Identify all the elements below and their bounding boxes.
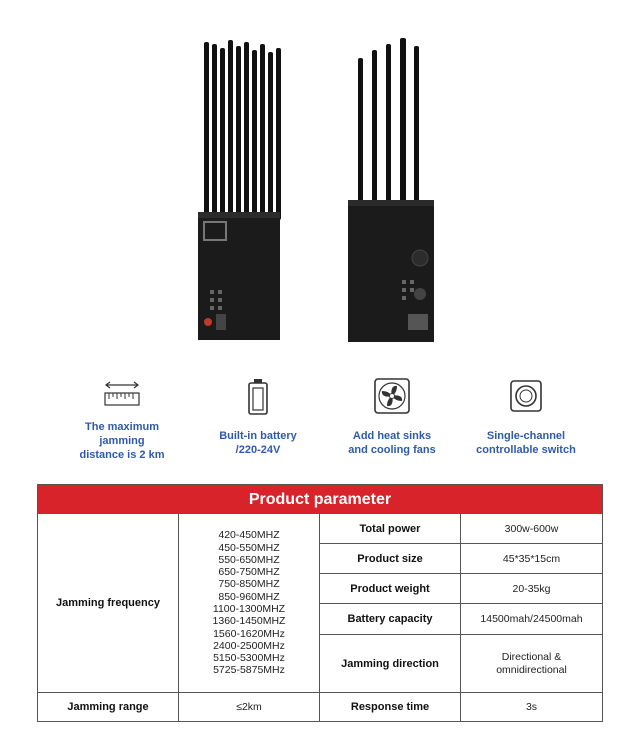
list-item: 450-550MHZ [218, 541, 280, 554]
list-item: 1360-1450MHZ [212, 615, 286, 628]
product-size-label: Product size [320, 544, 461, 574]
ruler-icon [103, 379, 141, 409]
jamming-direction-value [461, 635, 602, 693]
power-switch-icon [509, 379, 543, 413]
battery-capacity-label: Battery capacity [320, 604, 461, 635]
jamming-direction-line: omnidirectional [496, 663, 567, 676]
frequency-list [213, 529, 286, 677]
product-weight-value: 20-35kg [461, 574, 602, 604]
list-item: 2400-2500MHz [213, 639, 285, 652]
jamming-direction-line: Directional & [501, 650, 562, 663]
jamming-direction-label: Jamming direction [320, 635, 461, 693]
cooling-fan-icon [373, 377, 411, 415]
response-time-label: Response time [320, 693, 461, 721]
list-item: 1100-1300MHZ [212, 603, 286, 615]
jamming-frequency-label: Jamming frequency [38, 514, 179, 693]
response-time-value: 3s [525, 701, 538, 713]
list-item: 420-450MHZ [218, 529, 280, 542]
list-item: 750-850MHZ [218, 578, 280, 591]
jammer-side-photo [340, 32, 440, 342]
battery-icon [247, 378, 269, 416]
battery-capacity-value: 14500mah/24500mah [461, 604, 602, 635]
total-power-value: 300w-600w [461, 514, 602, 544]
product-weight-label: Product weight [320, 574, 461, 604]
jamming-frequency-values [179, 514, 320, 693]
feature-row [0, 372, 633, 472]
product-size-value: 45*35*15cm [461, 544, 602, 574]
list-item: 550-650MHZ [218, 553, 280, 566]
feature-switch-label: Single-channel controllable switch [476, 430, 576, 456]
jamming-range-value: ≤2km [179, 693, 320, 721]
total-power-label: Total power [320, 514, 461, 544]
list-item: 650-750MHZ [218, 566, 280, 579]
jamming-range-label: Jamming range [38, 693, 179, 721]
product-parameter-table [37, 484, 603, 722]
list-item: 5725-5875MHz [213, 664, 285, 677]
feature-distance-label: The maximum jamming distance is 2 km [79, 421, 165, 461]
list-item: 850-960MHZ [218, 590, 280, 603]
feature-cooling-label: Add heat sinks and cooling fans [348, 430, 436, 456]
feature-battery-label: Built-in battery /220-24V [219, 430, 297, 456]
list-item: 5150-5300MHz [213, 652, 285, 665]
list-item: 1560-1620MHz [213, 627, 285, 640]
table-title: Product parameter [38, 485, 602, 514]
jammer-front-photo [190, 32, 290, 342]
